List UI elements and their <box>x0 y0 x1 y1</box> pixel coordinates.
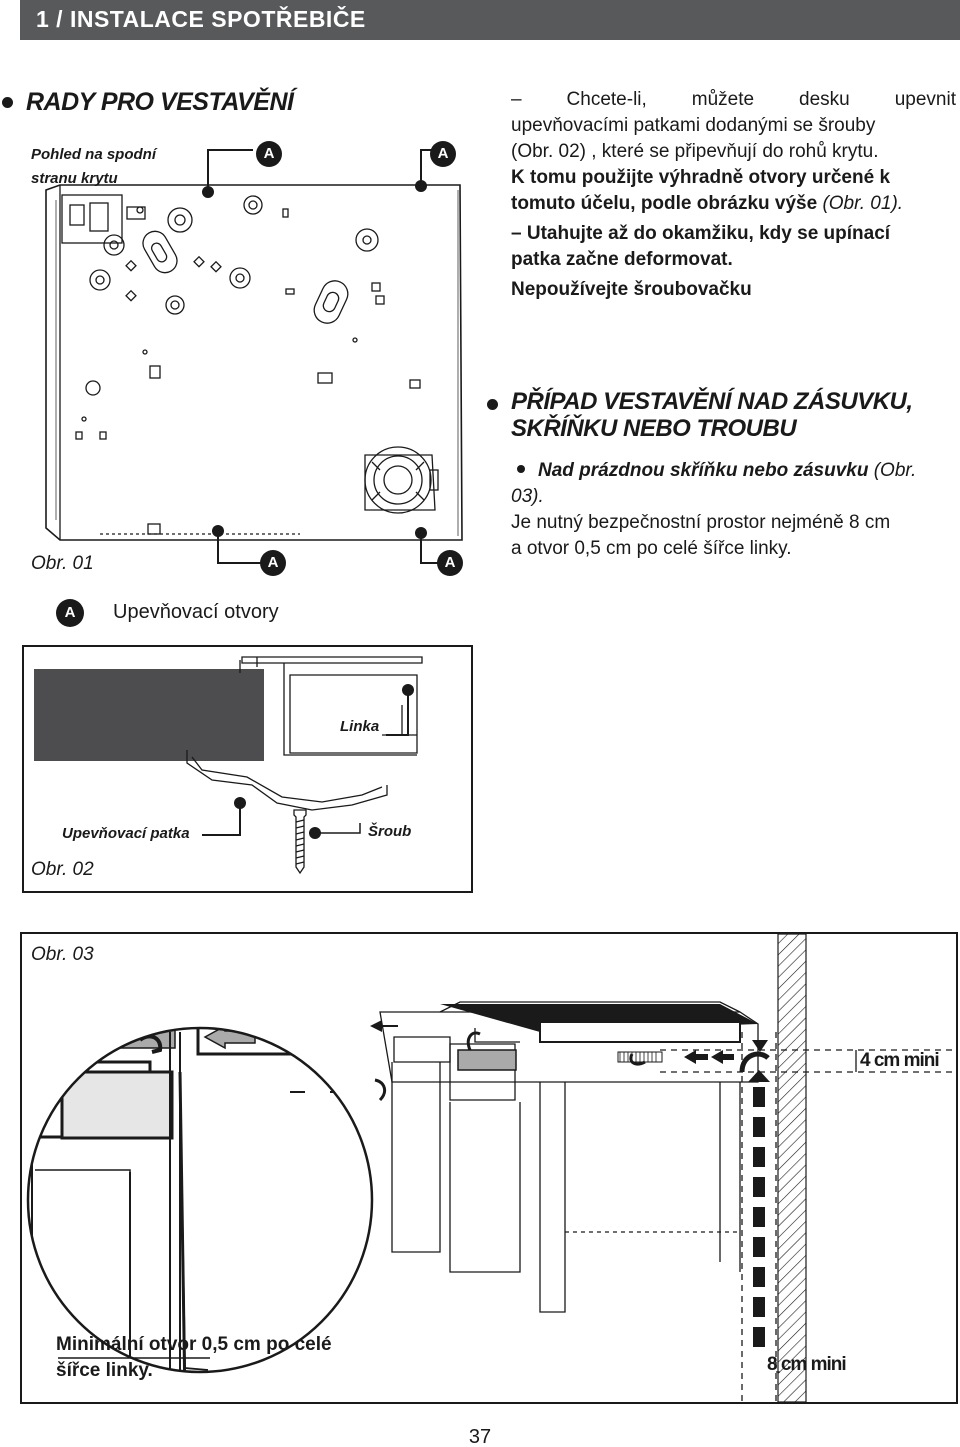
figure-caption: Pohled na spodní stranu krytu <box>31 146 157 187</box>
hole-group-icon <box>86 196 378 395</box>
bullet-icon <box>487 399 498 410</box>
marker-a-badge: A <box>437 550 463 576</box>
airflow-arrow-icon <box>684 1040 770 1347</box>
legend-text: Upevňovací otvory <box>113 601 279 623</box>
marker-a-badge: A <box>256 141 282 167</box>
hob-underside-diagram <box>0 0 470 590</box>
label-sroub: Šroub <box>368 823 412 840</box>
figure-number: Obr. 02 <box>31 859 94 880</box>
dimension-top-label: 4 cm mini <box>860 1050 939 1071</box>
instruction-text: – Chcete-li, můžete desku upevnit upevňovacími patkami dodanými se šrouby (Obr. 02) , které se připevňují do rohů krytu. K tomu použijte výhradně otvory určené k tomuto účelu, podle obrázku výše (Obr. 01). – Utahujte až do okamžiku, kdy se upínací patka začne deformovat. Nepoužívejte šroubovačku <box>511 89 956 300</box>
fan-icon <box>365 447 438 513</box>
minimum-gap-note: Minimální otvor 0,5 cm po celé šířce linky. <box>56 1334 332 1381</box>
marker-a-badge: A <box>430 141 456 167</box>
figure-number: Obr. 01 <box>31 553 94 574</box>
marker-a-badge: A <box>260 550 286 576</box>
page-title: 1 / INSTALACE SPOTŘEBIČE <box>36 6 366 32</box>
figure-number: Obr. 03 <box>31 944 94 965</box>
legend-badge: A <box>56 599 84 627</box>
mounting-bracket-diagram <box>22 645 473 893</box>
page-number: 37 <box>468 1426 492 1447</box>
screw-icon <box>294 810 306 873</box>
section-heading: RADY PRO VESTAVĚNÍ <box>26 88 294 116</box>
label-upevnovaci-patka: Upevňovací patka <box>62 825 190 842</box>
dimension-bottom-label: 8 cm mini <box>767 1354 846 1375</box>
subsection-text: Nad prázdnou skříňku nebo zásuvku (Obr. 03). Je nutný bezpečnostní prostor nejméně 8 cm a otvor 0,5 cm po celé šířce linky. <box>511 460 917 559</box>
section-heading: PŘÍPAD VESTAVĚNÍ NAD ZÁSUVKU, SKŘÍŇKU NEBO TROUBU <box>511 388 913 442</box>
label-linka: Linka <box>340 718 380 735</box>
